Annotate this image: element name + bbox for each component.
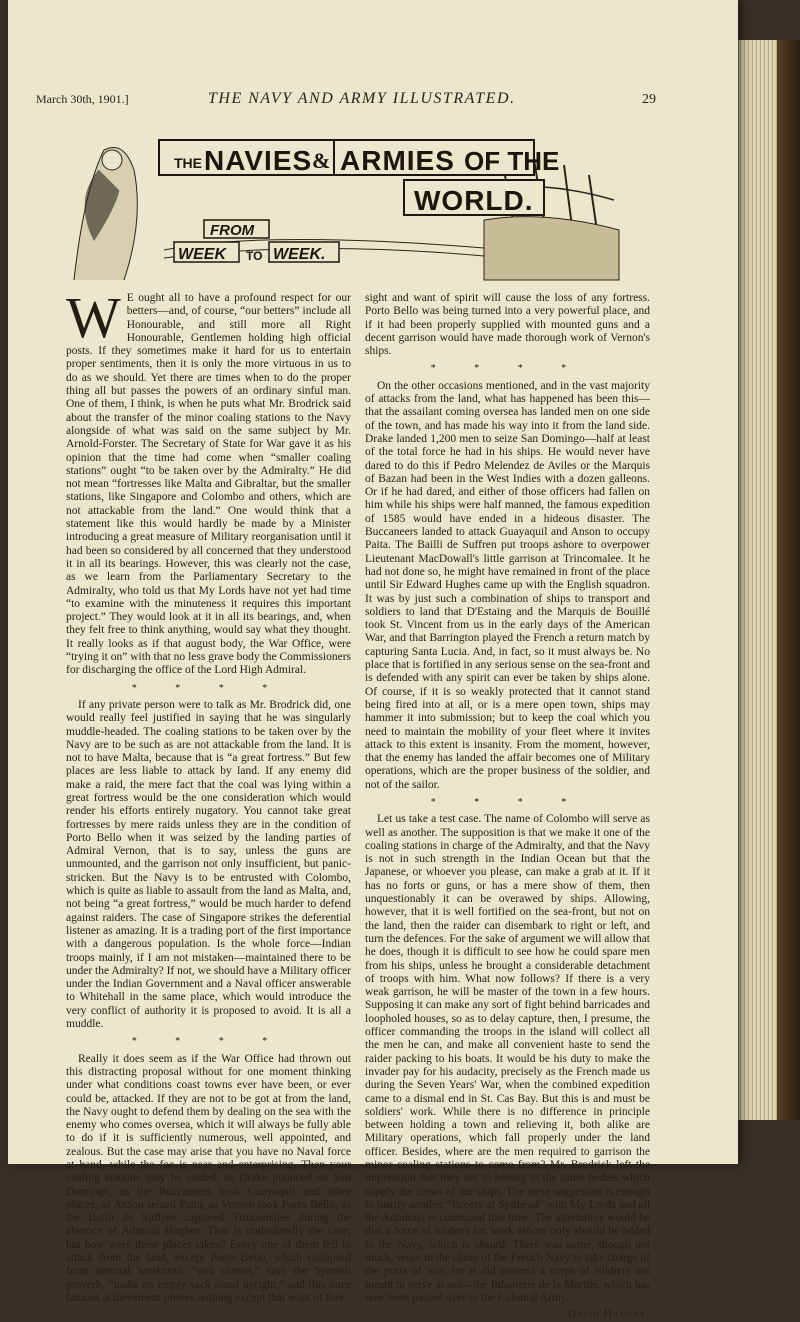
banner-ampersand: &	[312, 148, 331, 173]
article-paragraph: On the other occasions mentioned, and in the vast majority of attacks from the land, what has happened has been this—that the assailant coming oversea has landed men on one side of the town, and has made his way into it from the land side. Drake landed 1,200 men to seize San Domingo—half at least of the total force he had in his ships. He would never have dared to do this if Pedro Melendez de Aviles or the Marquis of Bazan had been in the West Indies with a dozen galleons. Or if he had dared, and either of those officers had fallen on him while his ships were half manned, the famous expedition of 1585 would have ended in a hideous disaster. The Buccaneers landed to attack Guayaquil and Anson to occupy Paita. The Bailli de Suffren put troops ashore to overpower Lieutenant MacDowall's little garrison at Trincomalee. It he had not done so, he might have remained in front of the place until Sir Edward Hughes came up with the English squadron. It was by just such a combination of ships to transport and soldiers to land that D'Estaing and the Marquis de Bouillé took St. Vincent from us in the early days of the American War, and that Barrington played the French a return match by capturing Santa Lucia. And, in fact, so it must always be. No place that is fortified in any serious sense on the sea-front and is defended with any spirit can ever be taken by ships alone. Of course, if it is so weakly protected that it cannot stand being fired into at all, or is a mere open town, ships may hammer it into submission; but to keep the coal which you need to maintain the mobility of your fleet where it invites attack to this extent is insanity. From the moment, however, that the enemy has landed the affair becomes one of Military operations, which are the proper business of the soldier, and not of the sailor.	[365, 379, 650, 791]
banner-to: TO	[246, 249, 263, 263]
section-separator: * * * *	[430, 796, 585, 808]
page-number: 29	[642, 92, 656, 107]
running-header	[36, 90, 656, 114]
article-paragraph: Really it does seem as if the War Office had thrown out this distracting proposal without for one moment thinking under what conditions coast towns ever have been, or ever could be, attacked. If they are not to be got at from the land, the Navy ought to defend them by dealing on the sea with the enemy who comes oversea, which it will always be fully able to do if it is sufficiently numerous, well appointed, and zealous. But the case may arise that you have no Naval force at hand, while the foe is near and enterprising. Then your coaling stations may be raided, as Drake pounced on San Domingo, as the Buccaneers took Guayaquil and other places, as Anson seized Paita, as Vernon took Porto Bello, as the Bailli de Suffren captured Trincomalee during the absence of Admiral Hughes. That is undoubtedly the case; but how were these places taken? Every one of them fell to attack from the land, except Porto Bello, which collapsed from internal weakness; “you cannot,” says the Spanish proverb, “make an empty sack stand upright,” and this once famous achievement proves nothing except that want of fore-	[66, 1052, 351, 1304]
drop-cap: W	[66, 285, 121, 350]
banner-world: WORLD.	[414, 185, 534, 216]
article-column-left	[66, 285, 351, 1304]
author-signature: David Hannay.	[567, 1308, 650, 1321]
section-separator: * * * *	[430, 363, 585, 375]
magazine-page	[8, 0, 738, 1321]
issue-date: March 30th, 1901.]	[36, 92, 129, 106]
article-paragraph: sight and want of spirit will cause the loss of any fortress. Porto Bello was being turned into a very powerful place, and if it had been properly supplied with mounted guns and a decent garrison would have made thorough work of Vernon's ships.	[365, 292, 650, 358]
book-binding	[776, 40, 800, 1120]
banner-the: THE	[174, 155, 202, 171]
article-column-right	[365, 292, 650, 1321]
page-edges	[738, 40, 777, 1120]
banner-week-1: WEEK	[178, 246, 226, 263]
article-paragraph: W E ought all to have a profound respect for our betters—and, of course, “our betters” include all Honourable, and still more all Right Honourable, Gentlemen holding high official posts. If they sometimes make it hard for us to entertain proper sentiments, then it is only the more virtuous in us to do as we should. Yet there are times when to do the proper thing all but passes the powers of an ordinary sinful man. One of them, I think, is when he puts what Mr. Brodrick said about the transfer of the minor coaling stations to the Navy alongside of what was said on the same subject by Mr. Arnold-Forster. The Secretary of State for War gave it as his opinion that the time had come when “smaller coaling stations” ought “to be taken over by the Admiralty.” He did not mean “fortresses like Malta and Gibraltar, but the smaller stations, like Singapore and Colombo and others, which are not attackable from the land.” One would think that a statement like this would hardly be made by a Minister introducing a great measure of Military reorganisation until it had been so considered by all concerned that they understood it in all its bearings. However, this was clearly not the case, as we learn from the Parliamentary Secretary to the Admiralty, who told us that My Lords have not yet had time “to examine with the minuteness it requires this important project.” They would look at it in all its bearings, and, when they felt free to think anything, would say what they thought. It really looks as if that august body, the War Office, were “trying it on” with that no less grave body the Commissioners for discharging the office of the Lord High Admiral.	[66, 285, 351, 677]
banner-from: FROM	[210, 222, 255, 239]
section-separator: * * * *	[131, 682, 286, 694]
banner-week-2: WEEK.	[273, 246, 326, 263]
magazine-title: THE NAVY AND ARMY ILLUSTRATED.	[208, 90, 516, 107]
article-paragraph: Let us take a test case. The name of Colombo will serve as well as another. The supposition is that we make it one of the coaling stations in charge of the Admiralty, and that the Navy is not in such strength in the Indian Ocean but that the Japanese, or whoever you please, can make a grab at it. If it has no forts or guns, or has a mere show of them, then unquestionably it can be overawed by ships. Allowing, however, that it is well fortified on the sea-front, but not on the land, then the raider can disembark to right or left, and turn the defences. For the sake of argument we will allow that he does, though it is difficult to see how he could spare men from his ships, unless he brought a considerable detachment of troops with him. What now follows? If there is a very weak garrison, he will be master of the town in a few hours. Supposing it can make any sort of fight behind barricades and loopholed houses, so as to delay capture, then, I presume, the officer commanding the troops in the island will collect all the men he can, and make all convenient haste to send the raider packing to his boats. It would be his duty to make the invader pay for his audacity, precisely as the French made us during the Seven Years' War, when the combined expedition came to a dismal end in St. Cas Bay. But this is and must be soldiers' work. While there is no difference in principle between holding a town and relieving it, both alike are Military operations, which fall properly under the land officer. Besides, where are the men required to garrison the minor coaling stations to come from? Mr. Brodrick left the impression that they are to belong to the same bodies which supply the crews of our ships. The mere suggestion is enough to justify another “Breeze at Spithead” with My Lords and all the Admirals in command this time. The alternative would be that a force of soldiers for work ashore only should be added to the Navy, which is absurd. There was some, though not much, sense in the claim of the French Navy to take charge of the ports of war, for it did possess a corps of soldiers not meant to serve at sea—the Infanterie de la Marine, which has now been passed over to the Colonial Army.	[365, 813, 650, 1304]
section-banner	[64, 130, 624, 280]
banner-navies: NAVIES	[204, 145, 313, 176]
section-separator: * * * *	[131, 1036, 286, 1048]
article-paragraph: If any private person were to talk as Mr. Brodrick did, one would really feel justified in saying that he was singularly muddle-headed. The coaling stations to be taken over by the Navy are to be such as are not attackable from the land. It is not to have Malta, because that is “a great fortress.” But few places are less liable to attack by land. If any enemy did make a raid, the mere fact that the coal was lying within a great fortress would be the one consideration which would render his efforts entirely nugatory. You cannot take great fortresses by mere raids unless they are in the condition of Porto Bello when it was seized by the landing parties of Admiral Vernon, that is to say, unless the guns are unmounted, and the garrison not only insufficient, but panic-stricken. But the Navy is to be entrusted with Colombo, which is quite as liable to assault from the land as Malta, and, not being “a great fortress,” would be much harder to defend against raiders. The case of Singapore strikes the deferential listener as amazing. It is a trading port of the first importance with a dangerous population. Is the whole force—Indian troops mainly, if I am not mistaken—maintained there to be under the Admiralty? If not, we should have a Military officer under the Indian Government and a Naval officer answerable to Whitehall in the same place, which would introduce the very conflict of authority it is proposed to avoid. It is all a muddle.	[66, 698, 351, 1031]
banner-armies: ARMIES	[340, 145, 455, 176]
banner-of-the: OF THE	[464, 146, 560, 176]
